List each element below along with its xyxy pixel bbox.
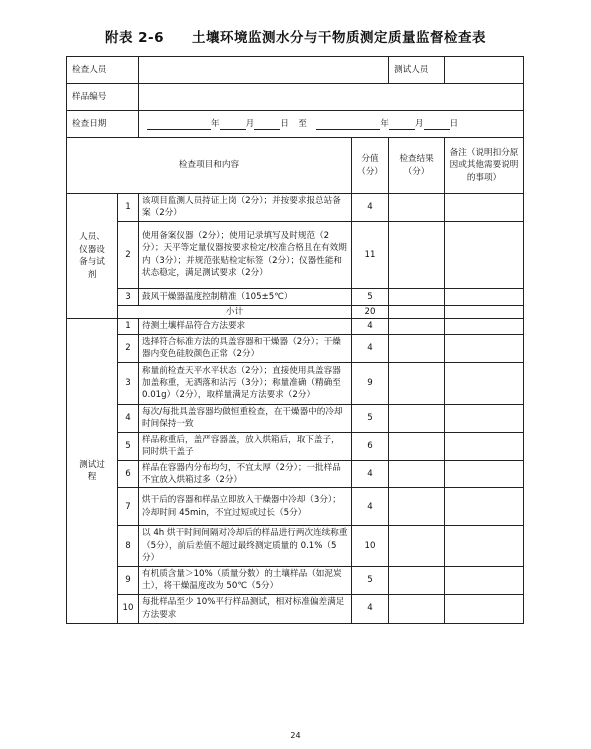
subtotal-result-cell[interactable]	[389, 305, 445, 318]
sample-field[interactable]	[139, 84, 524, 111]
item-number: 9	[118, 566, 139, 594]
to-label: 至	[298, 118, 307, 129]
remark-cell[interactable]	[445, 594, 524, 623]
result-column-header: 检查结果（分）	[389, 138, 445, 194]
remark-cell[interactable]	[445, 221, 524, 288]
result-cell[interactable]	[389, 526, 445, 566]
item-number: 1	[118, 194, 139, 222]
result-cell[interactable]	[389, 221, 445, 288]
item-content: 使用备案仪器（2分）；使用记录填写及时规范（2分）；天平等定量仪器按要求检定/校准合格且在有效期内（3分）；并规范张贴检定标签（2分）；仪器性能和状态稳定，满足测试要求（2分）	[139, 221, 352, 288]
date-label: 检查日期	[67, 111, 139, 138]
tester-field[interactable]	[445, 57, 524, 84]
item-content: 以 4h 烘干时间间隔对冷却后的样品进行两次连续称重（5分），前后差值不超过最终测定质量的 0.1%（5分）	[139, 526, 352, 566]
table-row	[67, 194, 524, 222]
item-score: 4	[352, 319, 389, 334]
item-content: 样品在容器内分布均匀，不宜太厚（2分）；一批样品不宜放入烘箱过多（2分）	[139, 460, 352, 488]
start-day-blank[interactable]	[254, 119, 280, 130]
result-cell[interactable]	[389, 362, 445, 404]
item-score: 4	[352, 488, 389, 526]
table-row	[67, 526, 524, 566]
table-row	[67, 404, 524, 432]
result-cell[interactable]	[389, 404, 445, 432]
table-number: 附表 2-6	[104, 30, 165, 46]
item-number: 2	[118, 334, 139, 362]
table-row	[67, 488, 524, 526]
remark-cell[interactable]	[445, 488, 524, 526]
subtotal-remark-cell[interactable]	[445, 305, 524, 318]
remark-cell[interactable]	[445, 334, 524, 362]
remark-cell[interactable]	[445, 526, 524, 566]
remark-cell[interactable]	[445, 460, 524, 488]
item-number: 3	[118, 362, 139, 404]
column-header-row	[67, 138, 524, 194]
table-row	[67, 594, 524, 623]
end-month-blank[interactable]	[389, 119, 415, 130]
item-content: 该项目监测人员持证上岗（2分）；并按要求报总站备案（2分）	[139, 194, 352, 222]
table-row	[67, 432, 524, 460]
remark-cell[interactable]	[445, 404, 524, 432]
result-cell[interactable]	[389, 460, 445, 488]
item-content: 称量前检查天平水平状态（2分）；直接使用具盖容器加盖称重，无洒落和沾污（3分）；称量准确（精确至0.01g）（2分），取样量满足方法要求（2分）	[139, 362, 352, 404]
subtotal-score: 20	[352, 305, 389, 318]
result-cell[interactable]	[389, 334, 445, 362]
item-score: 5	[352, 288, 389, 305]
end-year-blank[interactable]	[316, 119, 380, 130]
result-cell[interactable]	[389, 594, 445, 623]
item-number: 3	[118, 288, 139, 305]
sample-row	[67, 84, 524, 111]
item-number: 10	[118, 594, 139, 623]
remark-column-header: 备注（说明扣分原因或其他需要说明的事项）	[445, 138, 524, 194]
table-row	[67, 221, 524, 288]
page-number: 24	[290, 731, 301, 740]
result-cell[interactable]	[389, 488, 445, 526]
table-title: 土壤环境监测水分与干物质测定质量监督检查表	[192, 30, 487, 46]
item-column-header: 检查项目和内容	[67, 138, 352, 194]
item-score: 4	[352, 194, 389, 222]
item-number: 1	[118, 319, 139, 334]
result-cell[interactable]	[389, 288, 445, 305]
result-cell[interactable]	[389, 566, 445, 594]
table-row	[67, 362, 524, 404]
page-title	[0, 26, 591, 46]
year-unit: 年	[211, 118, 220, 129]
tester-label: 测试人员	[389, 57, 445, 84]
inspector-label: 检查人员	[67, 57, 139, 84]
date-row	[67, 111, 524, 138]
item-score: 4	[352, 594, 389, 623]
start-month-blank[interactable]	[220, 119, 246, 130]
item-score: 5	[352, 404, 389, 432]
day-unit: 日	[449, 118, 459, 129]
end-day-blank[interactable]	[424, 119, 450, 130]
item-score: 9	[352, 362, 389, 404]
table-row	[67, 334, 524, 362]
item-number: 7	[118, 488, 139, 526]
result-cell[interactable]	[389, 194, 445, 222]
item-score: 10	[352, 526, 389, 566]
table-row	[67, 460, 524, 488]
month-unit: 月	[245, 118, 255, 129]
item-score: 6	[352, 432, 389, 460]
item-content: 待测土壤样品符合方法要求	[139, 319, 352, 334]
remark-cell[interactable]	[445, 288, 524, 305]
result-cell[interactable]	[389, 432, 445, 460]
sample-label: 样品编号	[67, 84, 139, 111]
item-number: 2	[118, 221, 139, 288]
item-content: 烘干后的容器和样品立即放入干燥器中冷却（3分）；冷却时间 45min，不宜过短或过长（5分）	[139, 488, 352, 526]
table-row	[67, 288, 524, 305]
remark-cell[interactable]	[445, 432, 524, 460]
item-number: 8	[118, 526, 139, 566]
table-row	[67, 319, 524, 334]
item-number: 5	[118, 432, 139, 460]
item-score: 5	[352, 566, 389, 594]
date-field[interactable]	[139, 111, 524, 138]
item-score: 4	[352, 460, 389, 488]
item-content: 选择符合标准方法的具盖容器和干燥器（2分）；干燥器内变色硅胶颜色正常（2分）	[139, 334, 352, 362]
result-cell[interactable]	[389, 319, 445, 334]
remark-cell[interactable]	[445, 194, 524, 222]
subtotal-label: 小计	[118, 305, 352, 318]
item-score: 4	[352, 334, 389, 362]
item-content: 样品称重后，盖严容器盖，放入烘箱后，取下盖子，同时烘干盖子	[139, 432, 352, 460]
item-content: 有机质含量＞10%（质量分数）的土壤样品（如泥炭土），将干燥温度改为 50℃（5分）	[139, 566, 352, 594]
remark-cell[interactable]	[445, 566, 524, 594]
item-number: 6	[118, 460, 139, 488]
inspector-field[interactable]	[139, 57, 389, 84]
section-name: 人员、仪器设备与试剂	[67, 194, 118, 319]
remark-cell[interactable]	[445, 362, 524, 404]
item-content: 鼓风干燥器温度控制精准（105±5℃）	[139, 288, 352, 305]
start-year-blank[interactable]	[147, 119, 211, 130]
inspection-table	[66, 56, 524, 624]
day-unit: 日	[280, 118, 289, 129]
section-name: 测试过程	[67, 319, 118, 623]
table-row	[67, 566, 524, 594]
item-score: 11	[352, 221, 389, 288]
item-content: 每批样品至少 10%平行样品测试，相对标准偏差满足方法要求	[139, 594, 352, 623]
item-content: 每次/每批具盖容器均做恒重检查，在干燥器中的冷却时间保持一致	[139, 404, 352, 432]
score-column-header: 分值（分）	[352, 138, 389, 194]
year-unit: 年	[380, 118, 389, 129]
item-number: 4	[118, 404, 139, 432]
subtotal-row	[67, 305, 524, 318]
remark-cell[interactable]	[445, 319, 524, 334]
month-unit: 月	[414, 118, 424, 129]
inspector-row	[67, 57, 524, 84]
